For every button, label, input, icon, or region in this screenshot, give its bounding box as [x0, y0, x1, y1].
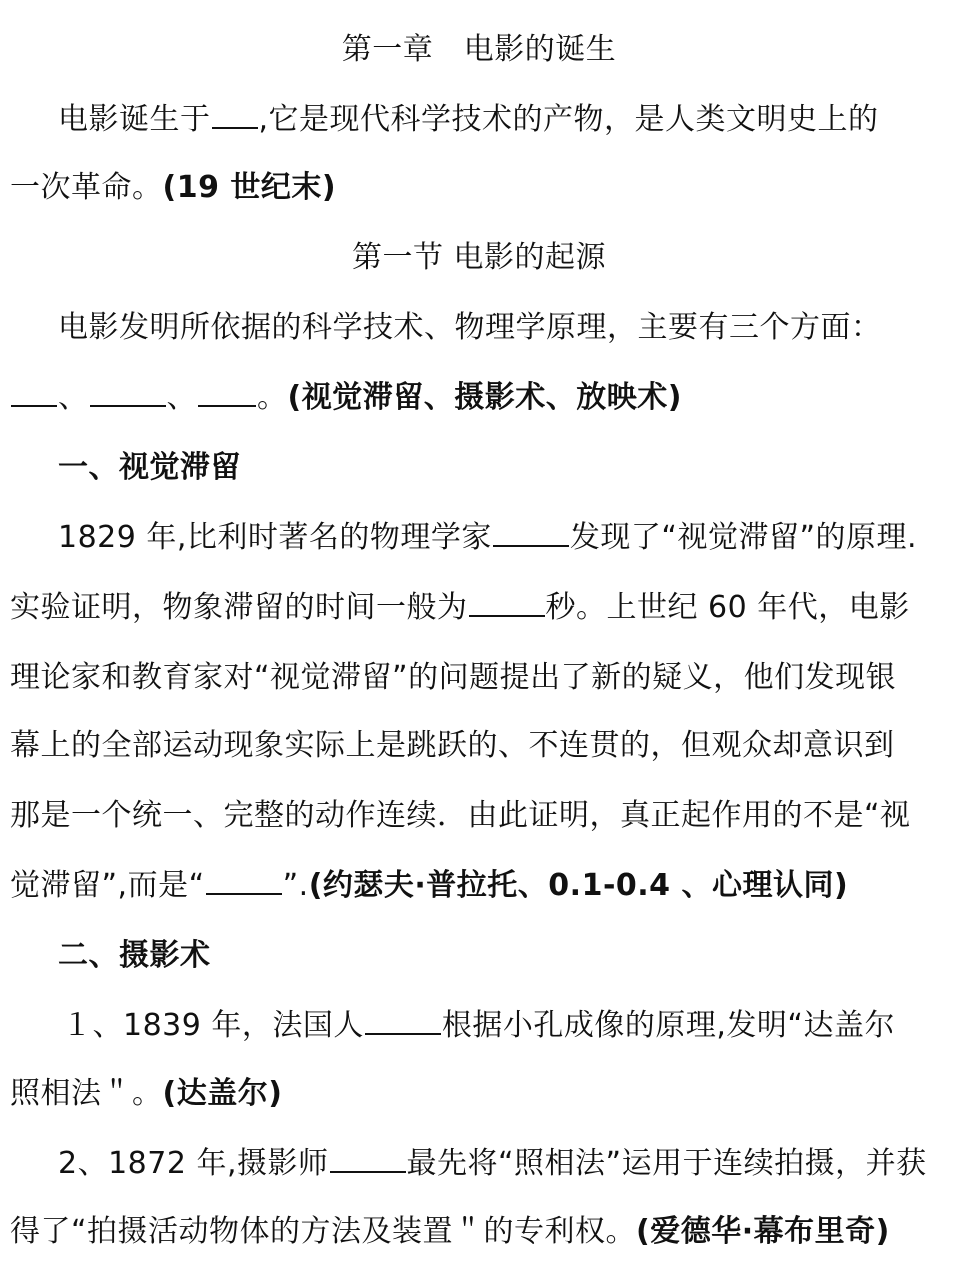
item1-answer: (达盖尔) [162, 1076, 283, 1111]
section-title: 第一节 电影的起源 [351, 240, 607, 275]
fill-blank [212, 101, 258, 129]
fill-blank [198, 379, 256, 407]
text: 得了“拍摄活动物体的方法及装置＂的专利权。 [10, 1214, 637, 1249]
text: １、1839 年，法国人 [62, 1008, 364, 1043]
fill-blank [493, 519, 569, 547]
persistence-line-3: 理论家和教育家对“视觉滞留”的问题提出了新的疑义，他们发现银 [10, 660, 897, 695]
fill-blank [365, 1007, 441, 1035]
fill-blank [206, 867, 282, 895]
intro-text-1: 电影诞生于 [58, 102, 211, 137]
persistence-line-2 [0, 588, 958, 628]
heading-persistence: 一、视觉滞留 [58, 450, 241, 485]
separator: 、 [166, 380, 197, 415]
intro-answer: (19 世纪末) [162, 170, 337, 205]
persistence-answer: (约瑟夫·普拉托、0.1-0.4 、心理认同) [308, 868, 849, 903]
text: 根据小孔成像的原理,发明“达盖尔 [441, 1008, 895, 1043]
text: 实验证明，物象滞留的时间一般为 [10, 590, 468, 625]
fill-blank [469, 589, 545, 617]
persistence-line-5: 那是一个统一、完整的动作连续．由此证明，真正起作用的不是“视 [10, 798, 911, 833]
item1-line-2 [0, 1074, 958, 1114]
text: 发现了“视觉滞留”的原理. [569, 520, 918, 555]
item2-line-2 [0, 1212, 958, 1252]
item1-line-1 [0, 1006, 958, 1046]
fill-blank [11, 379, 57, 407]
intro-line-2 [0, 168, 958, 208]
intro-text-3: 一次革命。 [10, 170, 163, 205]
text: 2、1872 年,摄影师 [58, 1146, 329, 1181]
intro-line-1 [0, 100, 958, 140]
chapter-title: 第一章 电影的诞生 [341, 32, 617, 67]
fill-blank [330, 1145, 406, 1173]
separator: 、 [58, 380, 89, 415]
origins-answer: (视觉滞留、摄影术、放映术) [287, 380, 682, 415]
origins-line-2 [0, 378, 958, 418]
persistence-line-1 [0, 518, 958, 558]
persistence-line-4: 幕上的全部运动现象实际上是跳跃的、不连贯的，但观众却意识到 [10, 728, 895, 763]
text: 1829 年,比利时著名的物理学家 [58, 520, 492, 555]
item2-answer: (爱德华·幕布里奇) [636, 1214, 890, 1249]
text: 觉滞留”,而是“ [10, 868, 205, 903]
text: ”. [282, 868, 309, 903]
heading-photography: 二、摄影术 [58, 938, 211, 973]
separator: 。 [257, 380, 288, 415]
origins-line-1: 电影发明所依据的科学技术、物理学原理，主要有三个方面： [58, 310, 882, 345]
item2-line-1 [0, 1144, 958, 1184]
text: 照相法＂。 [10, 1076, 163, 1111]
fill-blank [90, 379, 166, 407]
persistence-line-6 [0, 866, 958, 906]
text: 最先将“照相法”运用于连续拍摄，并获 [406, 1146, 927, 1181]
text: 秒。上世纪 60 年代，电影 [545, 590, 910, 625]
intro-text-2: ,它是现代科学技术的产物，是人类文明史上的 [258, 102, 879, 137]
